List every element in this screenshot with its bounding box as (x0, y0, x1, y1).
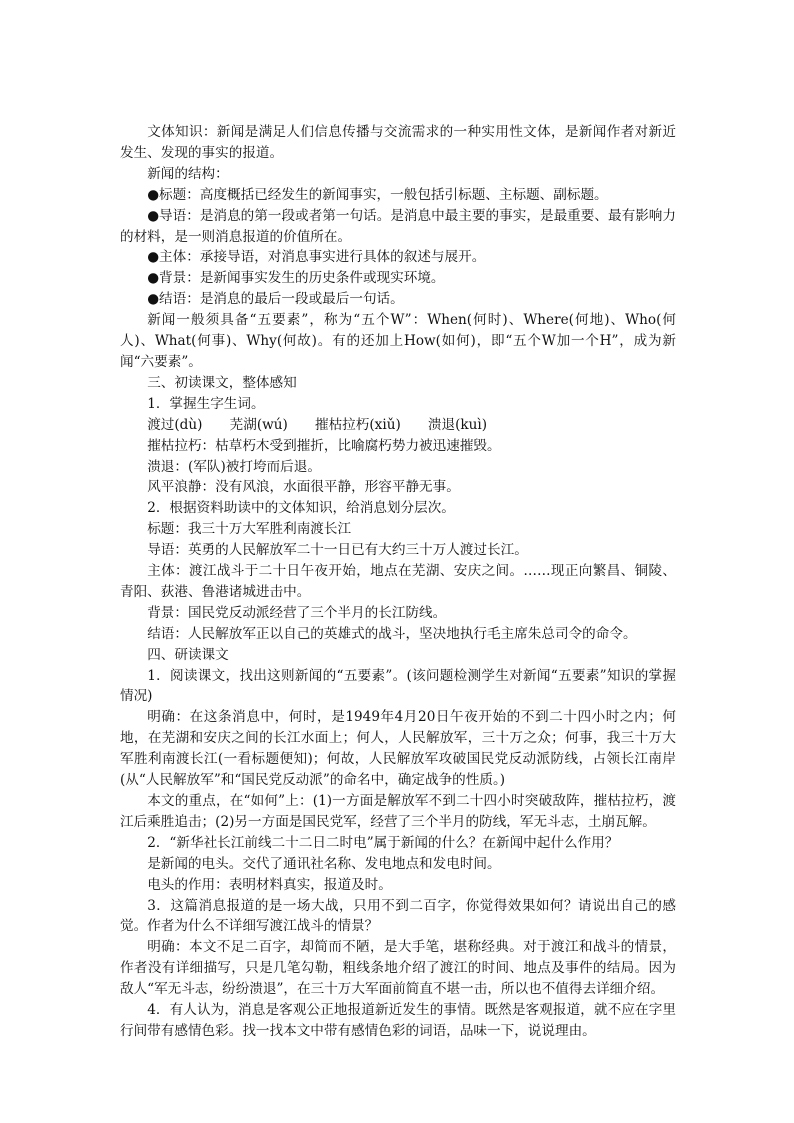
answer-2-function: 电头的作用：表明材料真实，报道及时。 (147, 876, 392, 893)
layer-conclusion: 结语：人民解放军正以自己的英雄式的战斗，坚决地执行毛主席朱总司令的命令。 (147, 625, 637, 642)
vocab-kuitui: 溃退：(军队)被打垮而后退。 (147, 458, 321, 475)
question-1: 1．阅读课文，找出这则新闻的“五要素”。(该问题检测学生对新闻“五要素”知识的掌握情况) (120, 667, 676, 705)
paragraph-genre-knowledge: 文体知识：新闻是满足人们信息传播与交流需求的一种实用性文体，是新闻作者对新近发生、发现的事实的报道。 (120, 124, 676, 161)
layer-body: 主体：渡江战斗于二十日午夜开始，地点在芜湖、安庆之间。……现正向繁昌、铜陵、青阳、荻港、鲁港诸城进击中。 (120, 563, 676, 600)
vocab-fengpinglangjing: 风平浪静：没有风浪，水面很平静，形容平静无事。 (147, 479, 460, 496)
section-heading-4: 四、研读课文 (147, 646, 229, 663)
vocab-cuikulaxiu: 摧枯拉朽：枯草朽木受到摧折，比喻腐朽势力被迅速摧毁。 (147, 437, 501, 454)
item-1-vocabulary: 1．掌握生字生词。 (147, 395, 265, 412)
bullet-conclusion: ●结语：是消息的最后一段或最后一句话。 (147, 291, 404, 308)
bullet-body: ●主体：承接导语，对消息事实进行具体的叙述与展开。 (147, 249, 486, 266)
layer-background: 背景：国民党反动派经营了三个半月的长江防线。 (147, 604, 447, 621)
question-4: 4．有人认为，消息是客观公正地报道新近发生的事情。既然是客观报道，就不应在字里行间带有感情色彩。找一找本文中带有感情色彩的词语，品味一下，说说理由。 (120, 1002, 676, 1039)
bullet-lead: ●导语：是消息的第一段或者第一句话。是消息中最主要的事实，是最重要、最有影响力的材料，是一则消息报道的价值所在。 (120, 207, 676, 245)
answer-3: 明确：本文不足二百字，却简而不陋，是大手笔，堪称经典。对于渡江和战斗的情景，作者没有详细描写，只是几笔勾勒，粗线条地介绍了渡江的时间、地点及事件的结局。因为敌人“军无斗志，纷纷溃退”，在三十万大军面前简直不堪一击，所以也不值得去详细介绍。 (120, 939, 676, 998)
answer-1: 明确：在这条消息中，何时，是1949年4月20日午夜开始的不到二十四小时之内；何地，在芜湖和安庆之间的长江水面上；何人，人民解放军，三十万之众；何事，我三十万大军胜利南渡长江(一看标题便知)；何故，人民解放军攻破国民党反动派防线，占领长江南岸(从“人民解放军”和“国民党反动派”的命名中，确定战争的性质。) (120, 709, 676, 789)
bullet-headline: ●标题：高度概括已经发生的新闻事实，一般包括引标题、主标题、副标题。 (147, 186, 608, 203)
answer-1-focus: 本文的重点，在“如何”上：(1)一方面是解放军不到二十四小时突破敌阵，摧枯拉朽，渡江后乘胜追击；(2)另一方面是国民党军，经营了三个半月的防线，军无斗志，土崩瓦解。 (120, 793, 676, 830)
paragraph-five-w: 新闻一般须具备“五要素”，称为“五个W”：When(何时)、Where(何地)、Who(何人)、What(何事)、Why(何故)。有的还加上How(如何)，即“五个W加一个H”，成为新闻“六要素”。 (120, 312, 676, 370)
answer-2: 是新闻的电头。交代了通讯社名称、发电地点和发电时间。 (147, 855, 501, 872)
item-2-layers: 2．根据资料助读中的文体知识，给消息划分层次。 (147, 500, 455, 517)
section-heading-3: 三、初读课文，整体感知 (147, 374, 297, 391)
document-body (120, 122, 676, 1042)
question-3: 3．这篇消息报道的是一场大战，只用不到二百字，你觉得效果如何？请说出自己的感觉。作者为什么不详细写渡江战斗的情景？ (120, 897, 676, 935)
question-2: 2．“新华社长江前线二十二日二时电”属于新闻的什么？在新闻中起什么作用？ (147, 834, 619, 851)
layer-headline: 标题：我三十万大军胜利南渡长江 (147, 521, 352, 538)
paragraph-news-structure: 新闻的结构： (147, 165, 229, 182)
vocabulary-pinyin: 渡过(dù) 芜湖(wú) 摧枯拉朽(xiǔ) 溃退(kuì) (147, 416, 488, 433)
bullet-background: ●背景：是新闻事实发生的历史条件或现实环境。 (147, 270, 445, 287)
layer-lead: 导语：英勇的人民解放军二十一日已有大约三十万人渡过长江。 (147, 542, 528, 559)
